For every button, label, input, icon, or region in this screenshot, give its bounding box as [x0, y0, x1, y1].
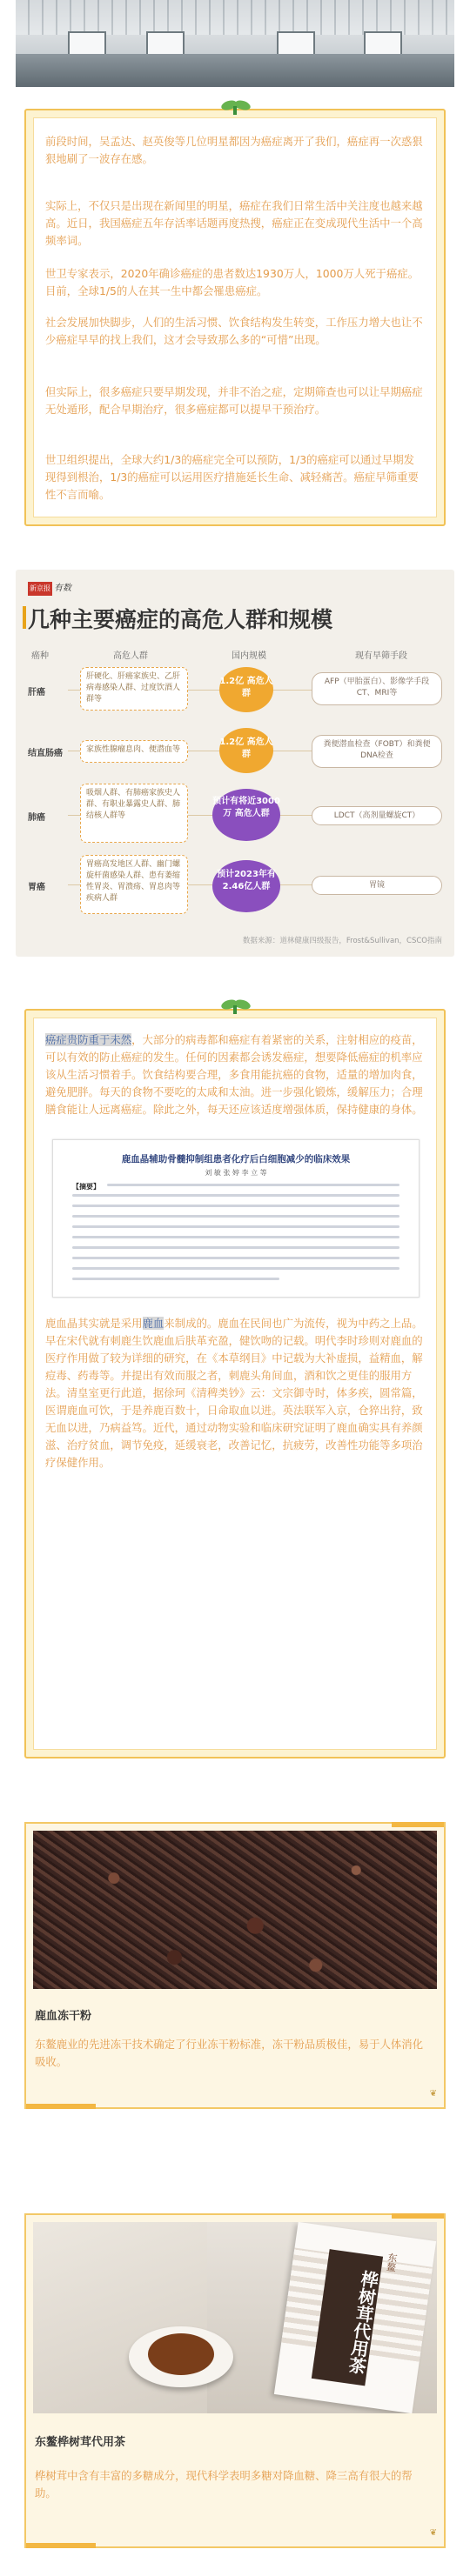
hospital-hall-photo: [16, 0, 454, 87]
product-card-deer-blood-powder: [24, 1822, 446, 2109]
paper-authors: 刘 敏 张 婷 李 立 等: [205, 1169, 267, 1177]
tea-brand-label: 东鳌: [384, 2252, 399, 2272]
prevention-card: [24, 1009, 446, 1758]
leaf-ornament-icon: [218, 101, 252, 115]
risk-group: 胃癌高发地区人群、幽门螺旋杆菌感染人群、患有萎缩性胃炎、胃溃疡、胃息肉等疾病人群: [80, 855, 188, 914]
risk-group: 家族性腺瘤息肉、便潜血等: [80, 740, 188, 763]
intro-paragraph: 世卫专家表示，2020年确诊癌症的患者数达1930万人，1000万人死于癌症。目前，全球1/5的人在其一生中都会罹患癌症。: [45, 267, 420, 297]
intro-paragraph: 前段时间，吴孟达、赵英俊等几位明星都因为癌症离开了我们，癌症再一次惑狠狠地刷了一波存在感。: [45, 135, 423, 165]
infographic-title: 几种主要癌症的高危人群和规模: [28, 603, 332, 634]
research-paper-image: [52, 1139, 420, 1298]
intro-paragraph: 但实际上，很多癌症只要早期发现，并非不治之症，定期筛查也可以让早期癌症无处遁形，配合早期治疗，很多癌症都可以提早干预治疗。: [45, 385, 423, 416]
header-people: 高危人群: [113, 651, 148, 661]
product-card-chaga-tea: [24, 2213, 446, 2548]
paper-abstract-label: 【摘要】: [72, 1183, 100, 1191]
risk-group: 吸烟人群、有肺癌家族史人群、有职业暴露史人群、肺结核人群等: [80, 784, 188, 843]
product-name: 鹿血冻干粉: [35, 2010, 92, 2023]
intro-paragraph: 实际上，不仅只是出现在新闻里的明星，癌症在我们日常生活中关注度也越来越高。近日，我国癌症五年存活率话题再度热搜，癌症正在变成现代生活中一个高频率词。: [45, 199, 423, 247]
highlighted-phrase: 癌症贵防重于未然: [45, 1033, 132, 1046]
cancer-type: 肝癌: [28, 688, 45, 697]
leaf-corner-icon: ❦: [429, 2528, 437, 2538]
screening-method: LDCT（高剂量螺旋CT）: [312, 806, 442, 825]
data-source: 数据来源：道林健康四级报告，Frost&Sullivan，CSCO指南: [242, 937, 442, 945]
intro-card: [24, 109, 446, 526]
screening-method: 胃镜: [312, 876, 442, 895]
prevention-paragraph: 癌症贵防重于未然，大部分的病毒都和癌症有着紧密的关系，注射相应的疫苗，可以有效的防止癌症的发生。任何的因素都会诱发癌症，想要降低癌症的机率应该从生活习惯着手。饮食结构要合理，多食用能抗癌的食物，适量的增加肉食，避免肥胖。每天的食物不要吃的太咸和太油。进一步强化锻炼，缓解压力；合理膳食能让人远离癌症。除此之外，每天还应该适度增强体质，保持健康的身体。: [45, 1033, 423, 1116]
leaf-corner-icon: ❦: [429, 2089, 437, 2099]
screening-method: 粪便潜血检查（FOBT）和粪便DNA检查: [312, 735, 442, 768]
population-bubble: 预计有将近3000万 高危人群: [212, 789, 280, 841]
deer-blood-paragraph: 鹿血晶其实就是采用鹿血来制成的。鹿血在民间也广为流传，视为中药之上品。早在宋代就有刺鹿生饮鹿血后肤革充盈，健饮吻的记载。明代李时珍则对鹿血的医疗作用做了较为详细的研究，在《本草纲目》中记载为大补虚损，益精血，解痘毒、药毒等。并提出有效而服之者，刺鹿头角间血，酒和饮之更佳的服用方法。清皇室更行此道，据徐珂《清稗类钞》云：文宗御寺时，体多疾，圆常篇，医谓鹿血可饮，于是养鹿百数十，日命取血以进。英法联军入京，仓猝出狩，致无血以进，乃病益笃。近代，通过动物实验和临床研究证明了鹿血确实具有养颜滋、治疗贫血，调节免疫，延缓衰老，改善记忆，抗疲劳，改善性功能等多项治疗保健作用。: [45, 1317, 423, 1469]
header-scale: 国内规模: [232, 651, 266, 661]
product-name: 东鳌桦树茸代用茶: [35, 2436, 126, 2449]
newspaper-logo: 新京报 有数: [28, 582, 77, 596]
product-description: 桦树茸中含有丰富的多糖成分，现代科学表明多糖对降血糖、降三高有很大的帮助。: [35, 2469, 413, 2499]
tea-package-label: 桦树茸代用茶: [312, 2249, 383, 2386]
intro-paragraph: 世卫组织提出，全球大约1/3的癌症完全可以预防，1/3的癌症可以通过早期发现得到根治，1/3的癌症可以运用医疗措施延长生命、减轻痛苦。癌症早筛重要性不言而喻。: [45, 453, 419, 501]
intro-paragraph: 社会发展加快脚步，人们的生活习惯、饮食结构发生转变，工作压力增大也让不少癌症早早的找上我们，这才会导致那么多的“可惜”出现。: [45, 316, 423, 346]
leaf-ornament-icon: [218, 1000, 252, 1014]
product-description: 东鳌鹿业的先进冻干技术确定了行业冻干粉标准，冻干粉品质极佳，易于人体消化吸收。: [35, 2038, 424, 2068]
cancer-type: 胃癌: [28, 883, 45, 892]
population-bubble: 1.2亿 高危人群: [219, 728, 273, 773]
highlighted-phrase: 鹿血: [142, 1317, 164, 1330]
paper-title: 鹿血晶辅助骨髓抑制组患者化疗后白细胞减少的临床效果: [121, 1154, 351, 1165]
header-screening: 现有早筛手段: [355, 651, 407, 661]
risk-group: 肝硬化、肝癌家族史、乙肝病毒感染人群、过度饮酒人群等: [80, 667, 188, 711]
high-risk-infographic: [16, 570, 454, 957]
chaga-tea-photo: [33, 2222, 437, 2413]
cancer-type: 结直肠癌: [28, 749, 63, 758]
population-bubble: 1.2亿 高危人群: [219, 667, 273, 712]
cancer-type: 肺癌: [28, 813, 45, 823]
population-bubble: 预计2023年有2.46亿人群: [212, 860, 280, 912]
deer-blood-powder-photo: [33, 1831, 437, 1989]
screening-method: AFP（甲胎蛋白）、影像学手段CT、MRI等: [312, 672, 442, 705]
header-cancer: 癌种: [31, 651, 49, 661]
